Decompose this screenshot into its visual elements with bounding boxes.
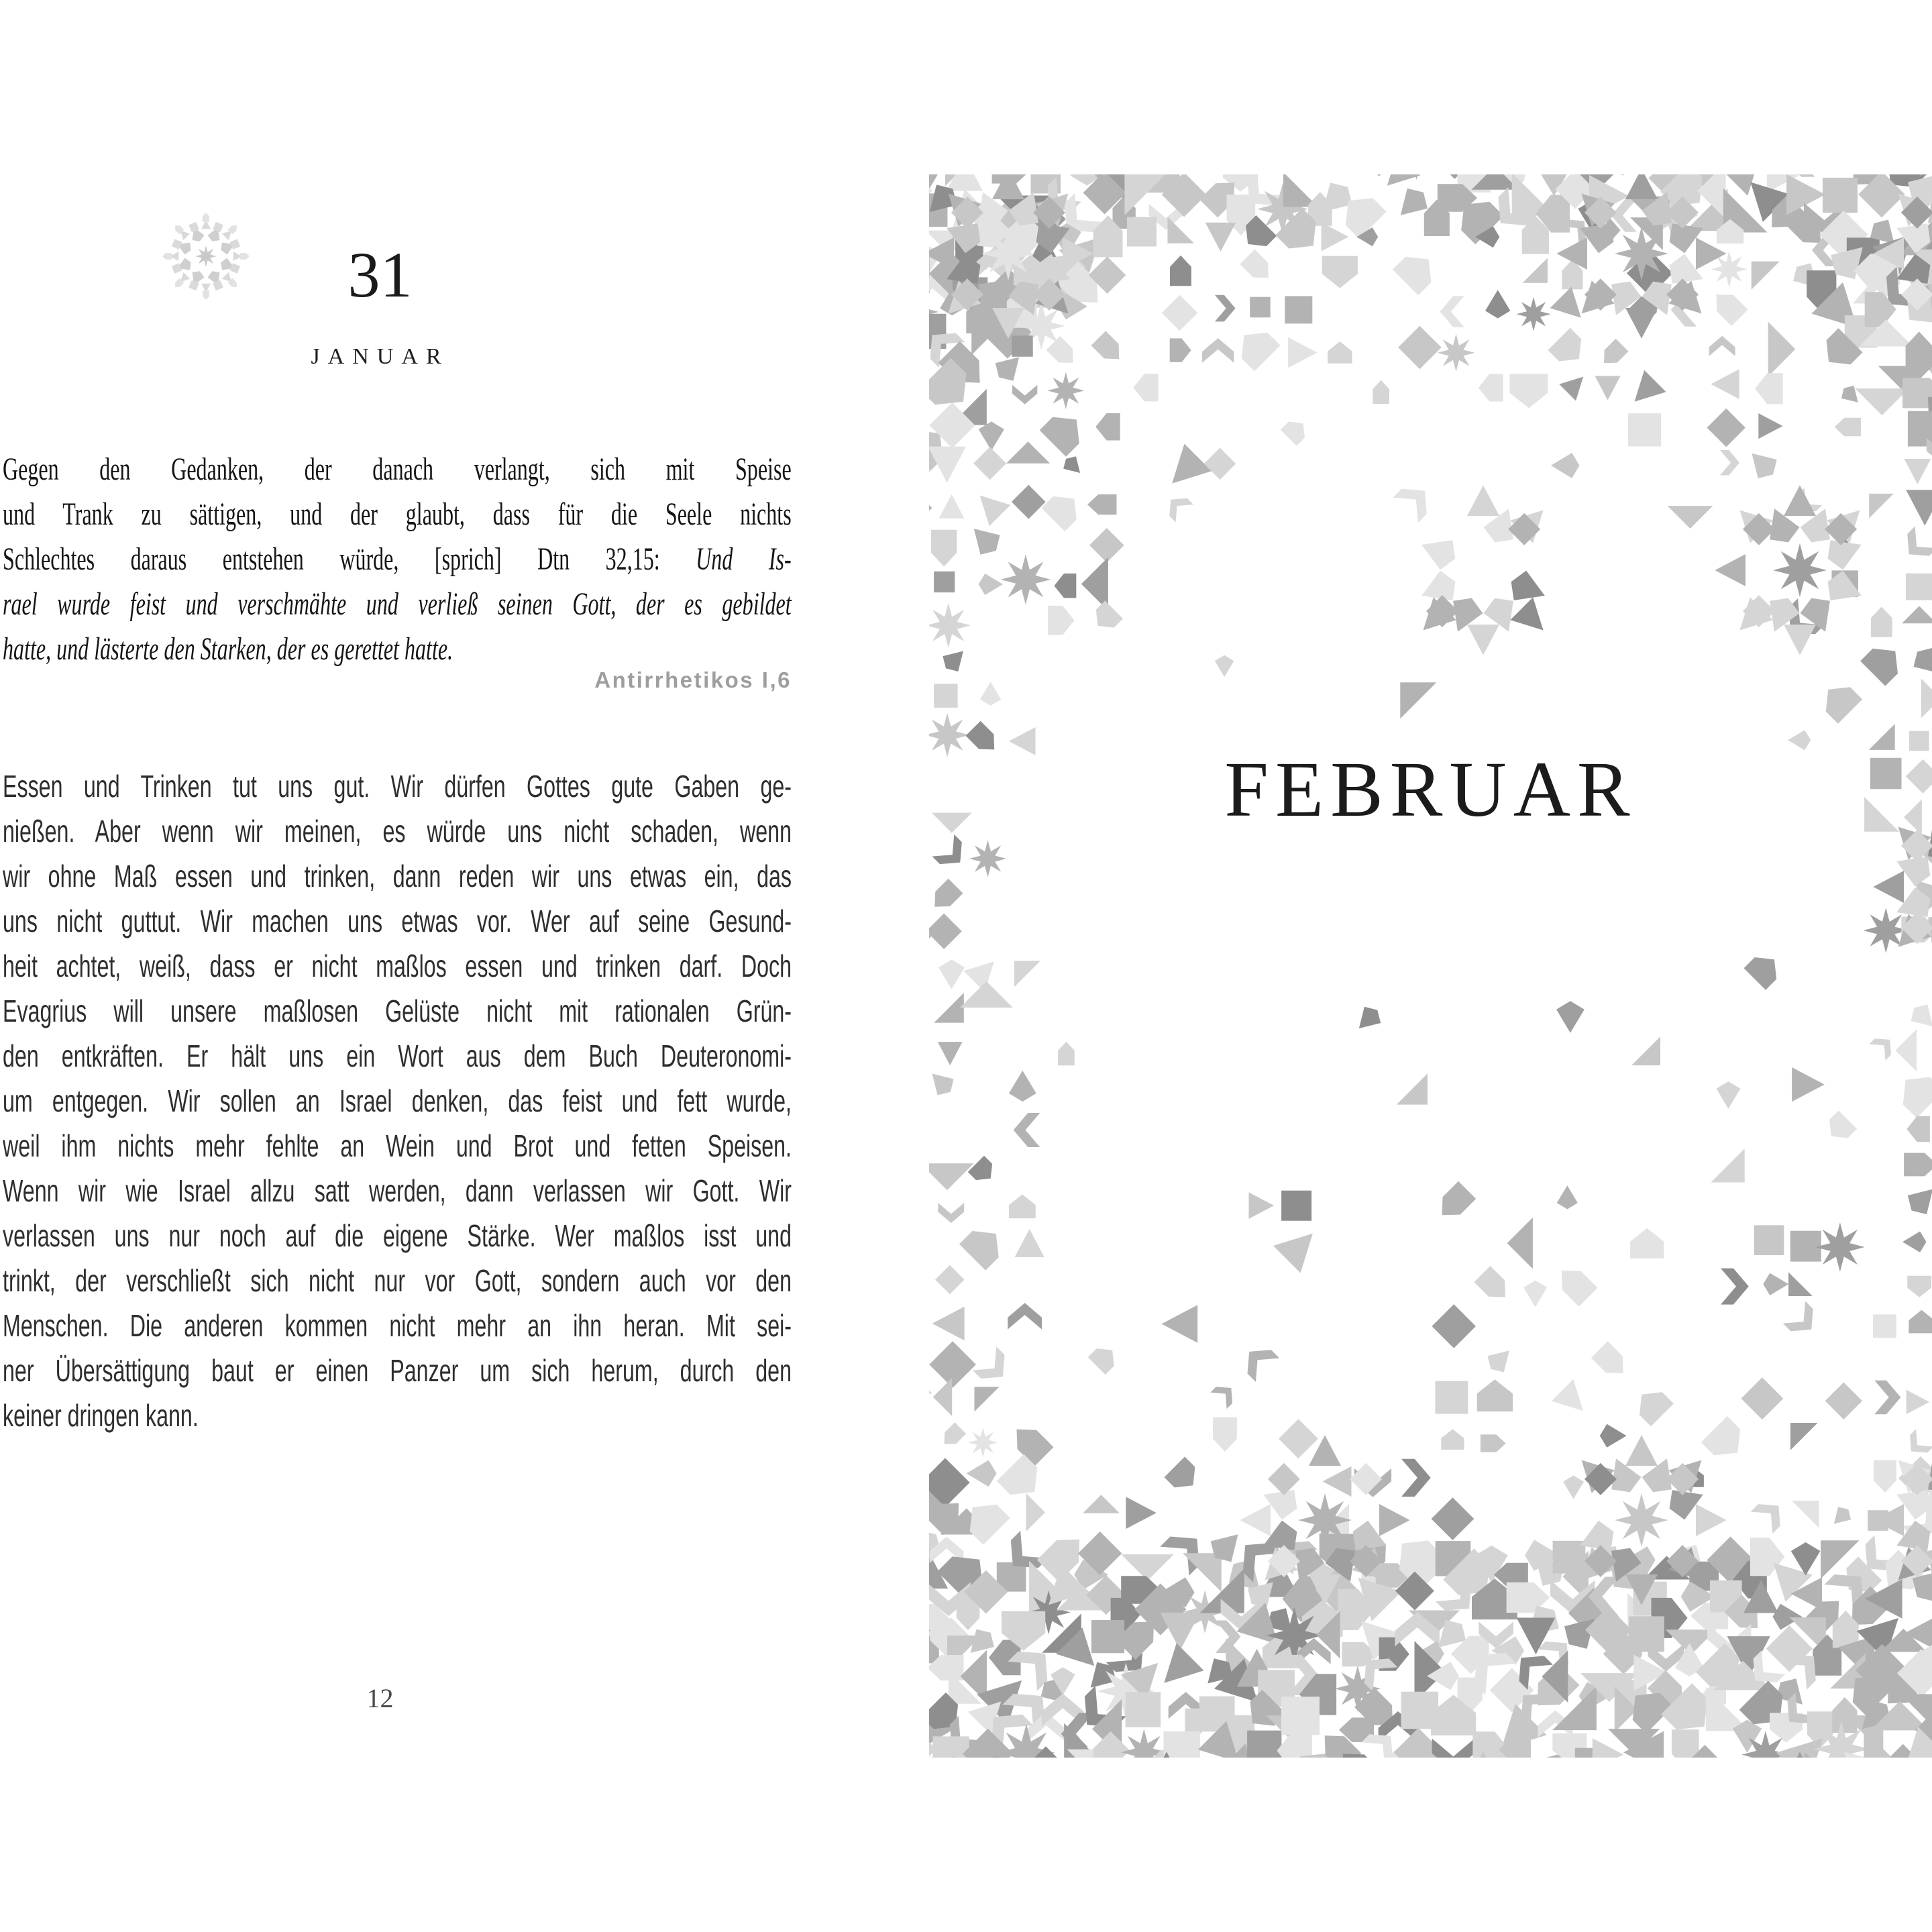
commentary-line: nießen. Aber wenn wir meinen, es würde uns nicht schaden, wenn xyxy=(3,814,792,849)
quote-line: und Trank zu sättigen, und der glaubt, dass für die Seele nichts xyxy=(3,496,792,532)
commentary-line: heit achtet, weiß, dass er nicht maßlos essen und trinken darf. Doch xyxy=(3,949,792,983)
quote-line: rael wurde feist und verschmähte und verließ seinen Gott, der es gebildet xyxy=(3,586,792,622)
commentary-line: den entkräften. Er hält uns ein Wort aus dem Buch Deuteronomi- xyxy=(3,1038,792,1073)
month-title: FEBRUAR xyxy=(1224,745,1637,833)
page-number: 12 xyxy=(366,1683,394,1713)
right-page xyxy=(929,0,1932,1932)
commentary-block xyxy=(3,764,792,1438)
commentary-line: verlassen uns nur noch auf die eigene Stärke. Wer maßlos isst und xyxy=(3,1218,792,1253)
quote-line: Schlechtes daraus entstehen würde, [sprich] Dtn 32,15: Und Is- xyxy=(3,541,792,577)
commentary-line: ner Übersättigung baut er einen Panzer um sich herum, durch den xyxy=(3,1353,792,1388)
quote-line: hatte, und lästerte den Starken, der es gerettet hatte. xyxy=(3,631,453,667)
commentary-line: Menschen. Die anderen kommen nicht mehr an ihn heran. Mit sei- xyxy=(3,1308,792,1343)
quote-line: Gegen den Gedanken, der danach verlangt, sich mit Speise xyxy=(3,451,792,487)
commentary-line: uns nicht guttut. Wir machen uns etwas vor. Wer auf seine Gesund- xyxy=(3,904,792,938)
commentary-line: weil ihm nichts mehr fehlte an Wein und Brot und fetten Speisen. xyxy=(3,1128,792,1163)
commentary-line: keiner dringen kann. xyxy=(3,1398,199,1433)
commentary-line: Evagrius will unsere maßlosen Gelüste nicht mit rationalen Grün- xyxy=(3,994,792,1028)
commentary-line: um entgegen. Wir sollen an Israel denken, das feist und fett wurde, xyxy=(3,1083,792,1118)
commentary-line: trinkt, der verschließt sich nicht nur vor Gott, sondern auch vor den xyxy=(3,1263,792,1298)
quote-source: Antirrhetikos I,6 xyxy=(594,667,792,692)
quote-block xyxy=(3,447,792,672)
commentary-line: wir ohne Maß essen und trinken, dann reden wir uns etwas ein, das xyxy=(3,859,792,894)
day-number: 31 xyxy=(347,239,413,311)
left-page xyxy=(0,0,929,1932)
commentary-line: Wenn wir wie Israel allzu satt werden, dann verlassen wir Gott. Wir xyxy=(3,1173,792,1208)
mosaic-pattern xyxy=(929,174,1932,1758)
commentary-line: Essen und Trinken tut uns gut. Wir dürfen Gottes gute Gaben ge- xyxy=(3,769,792,804)
month-label: JANUAR xyxy=(311,344,449,369)
